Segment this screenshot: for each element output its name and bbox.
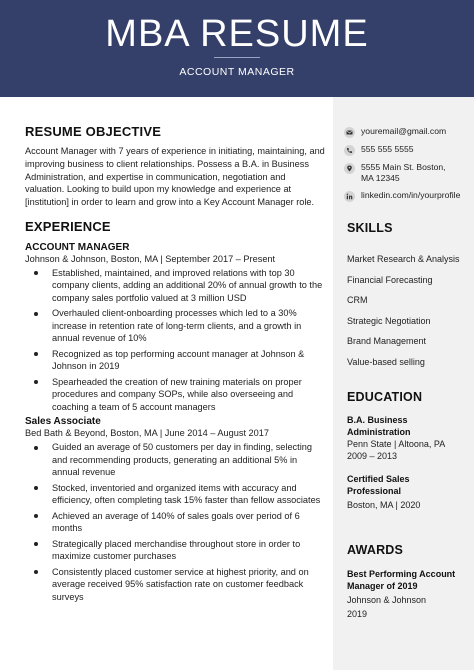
contact-phone-text: 555 555 5555 bbox=[361, 144, 414, 154]
education-degree-block bbox=[347, 415, 471, 462]
linkedin-icon bbox=[344, 191, 355, 202]
resume-role: ACCOUNT MANAGER bbox=[179, 66, 295, 78]
bullet-text: Stocked, inventoried and organized items with accuracy and efficiency, often completing task 15% faster than fellow associates bbox=[52, 482, 321, 506]
bullet-item bbox=[25, 441, 325, 479]
skills-heading: SKILLS bbox=[347, 221, 393, 235]
location-icon bbox=[344, 163, 355, 174]
resume-header bbox=[0, 0, 474, 97]
bullet-dot-icon bbox=[34, 446, 38, 450]
bullet-text: Established, maintained, and improved relations with top 30 company clients, adding an additional 20% of annual growth to the company sales portfolio valued at 3 million USD bbox=[52, 267, 323, 303]
education-school: Penn State | Altoona, PA bbox=[347, 439, 446, 449]
bullet-dot-icon bbox=[34, 514, 38, 518]
contact-email[interactable] bbox=[344, 126, 460, 138]
bullet-dot-icon bbox=[34, 380, 38, 384]
main-column bbox=[25, 124, 325, 606]
contact-linkedin-text: linkedin.com/in/yourprofile bbox=[361, 190, 461, 200]
bullet-dot-icon bbox=[34, 542, 38, 546]
bullet-text: Recognized as top performing account manager at Johnson & Johnson in 2019 bbox=[52, 348, 305, 372]
bullet-text: Overhauled client-onboarding processes which led to a 30% increase in retention rate of long-term clients, and a growth in annual revenue of 10% bbox=[52, 308, 302, 344]
education-cert: Certified Sales Professional bbox=[347, 474, 410, 496]
contact-list bbox=[344, 126, 460, 208]
award-year: 2019 bbox=[347, 609, 368, 619]
award-block bbox=[347, 569, 463, 620]
job-title: Sales Associate bbox=[25, 416, 101, 428]
objective-heading: RESUME OBJECTIVE bbox=[25, 124, 162, 139]
skill-item: Brand Management bbox=[347, 336, 427, 346]
contact-phone[interactable] bbox=[344, 144, 460, 156]
bullet-text: Guided an average of 50 customers per day in finding, selecting and recommending products, generating an additional 5% in annual revenue bbox=[52, 442, 312, 478]
contact-address bbox=[344, 162, 460, 184]
award-org: Johnson & Johnson bbox=[347, 595, 427, 605]
contact-email-text: youremail@gmail.com bbox=[361, 126, 447, 136]
header-divider bbox=[214, 57, 260, 58]
skill-item: Value-based selling bbox=[347, 356, 425, 367]
phone-icon bbox=[344, 145, 355, 156]
education-heading: EDUCATION bbox=[347, 390, 423, 404]
sidebar bbox=[333, 97, 474, 670]
bullet-item bbox=[25, 482, 325, 507]
skill-item: Financial Forecasting bbox=[347, 274, 433, 285]
bullet-dot-icon bbox=[34, 352, 38, 356]
contact-linkedin[interactable] bbox=[344, 190, 460, 202]
job-entry-1 bbox=[25, 242, 325, 414]
bullet-item bbox=[25, 566, 325, 604]
award-title: Best Performing Account Manager of 2019 bbox=[347, 569, 456, 591]
bullet-item bbox=[25, 267, 325, 305]
bullet-item bbox=[25, 348, 325, 373]
skill-item: CRM bbox=[347, 295, 368, 305]
education-years: 2009 – 2013 bbox=[347, 451, 398, 461]
bullet-text: Strategically placed merchandise throughout store in order to maximize customer purchases bbox=[52, 538, 301, 562]
bullet-item bbox=[25, 307, 325, 345]
job-meta: Bed Bath & Beyond, Boston, MA | June 2014 – August 2017 bbox=[25, 428, 269, 439]
bullet-text: Spearheaded the creation of new training materials on proper procedures and company SOPs, while also overseeing and coaching a team of 5 account managers bbox=[52, 376, 302, 412]
bullet-dot-icon bbox=[34, 486, 38, 490]
awards-heading: AWARDS bbox=[347, 543, 404, 557]
job-title: ACCOUNT MANAGER bbox=[25, 241, 130, 253]
skills-list bbox=[347, 254, 460, 377]
bullet-dot-icon bbox=[34, 312, 38, 316]
bullet-text: Achieved an average of 140% of sales goals over period of 6 months bbox=[52, 510, 300, 534]
resume-name: MBA RESUME bbox=[105, 13, 369, 55]
education-cert-block bbox=[347, 474, 437, 511]
job-bullets bbox=[25, 441, 325, 603]
skill-item: Strategic Negotiation bbox=[347, 315, 431, 326]
contact-address-text: 5555 Main St. Boston, MA 12345 bbox=[361, 162, 446, 183]
bullet-text: Consistently placed customer service at highest priority, and on average received 95% satisfaction rate on customer feedback surveys bbox=[52, 566, 309, 602]
bullet-item bbox=[25, 376, 325, 414]
objective-text: Account Manager with 7 years of experience in initiating, maintaining, and improving business to client relationships. Possess a B.A. in Business Administration, and expertise in communication, negotiation and valuation. Looking to build upon my knowledge and experience at [institution] in order to learn and grow into a Key Account Manager role. bbox=[25, 146, 325, 208]
bullet-item bbox=[25, 538, 325, 563]
experience-heading: EXPERIENCE bbox=[25, 218, 111, 234]
education-cert-meta: Boston, MA | 2020 bbox=[347, 500, 421, 510]
bullet-dot-icon bbox=[34, 271, 38, 275]
bullet-dot-icon bbox=[34, 570, 38, 574]
job-entry-2 bbox=[25, 416, 325, 603]
bullet-item bbox=[25, 510, 325, 535]
education-degree: B.A. Business Administration bbox=[347, 415, 411, 437]
skill-item: Market Research & Analysis bbox=[347, 254, 460, 264]
email-icon bbox=[344, 127, 355, 138]
job-meta: Johnson & Johnson, Boston, MA | September 2017 – Present bbox=[25, 253, 276, 264]
job-bullets bbox=[25, 267, 325, 414]
